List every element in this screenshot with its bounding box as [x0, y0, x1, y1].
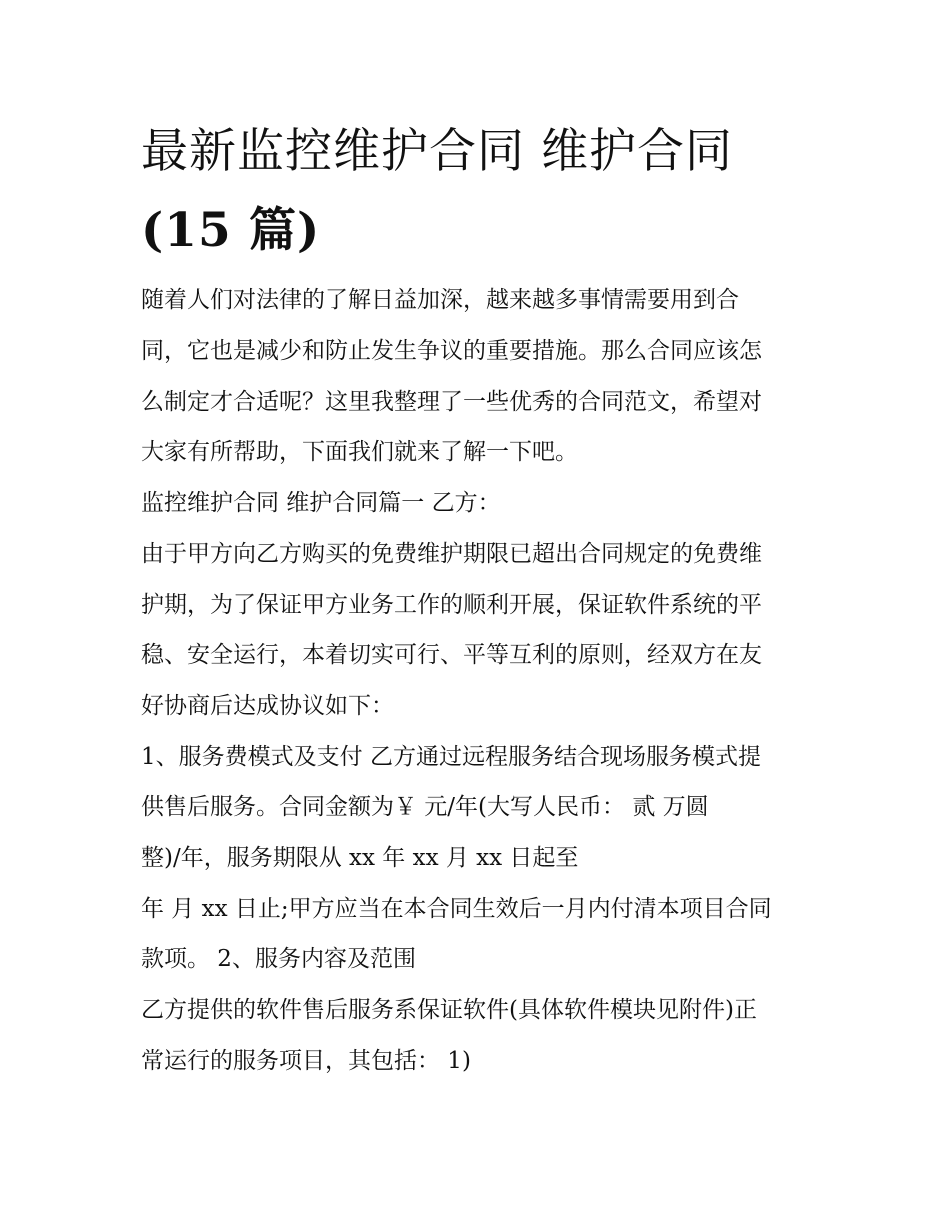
paragraph-line: 由于甲方向乙方购买的免费维护期限已超出合同规定的免费维	[141, 541, 762, 567]
section-heading-line: 监控维护合同 维护合同篇一 乙方：	[141, 490, 501, 516]
paragraph-line: 稳、安全运行，本着切实可行、平等互利的原则，经双方在友	[141, 642, 762, 668]
paragraph-line: 常运行的服务项目，其包括： 1)	[141, 1048, 471, 1074]
paragraph-line: 款项。 2、服务内容及范围	[141, 946, 416, 972]
paragraph-line: 乙方提供的软件售后服务系保证软件(具体软件模块见附件)正	[141, 997, 757, 1023]
paragraph-line: 好协商后达成协议如下：	[141, 693, 394, 719]
title-line-2: (15 篇)	[141, 203, 321, 258]
paragraph-line: 整)/年，服务期限从 xx 年 xx 月 xx 日起至	[141, 845, 579, 871]
title-line-1: 最新监控维护合同 维护合同	[141, 124, 733, 179]
document-title	[141, 112, 821, 270]
paragraph-line: 么制定才合适呢？这里我整理了一些优秀的合同范文，希望对	[141, 389, 762, 415]
paragraph-line: 年 月 xx 日止;甲方应当在本合同生效后一月内付清本项目合同	[141, 896, 772, 922]
paragraph-line: 大家有所帮助，下面我们就来了解一下吧。	[141, 439, 578, 465]
paragraph-line: 同，它也是减少和防止发生争议的重要措施。那么合同应该怎	[141, 338, 762, 364]
paragraph-line: 供售后服务。合同金额为￥ 元/年(大写人民币： 贰 万圆	[141, 794, 709, 820]
paragraph-line: 护期，为了保证甲方业务工作的顺利开展，保证软件系统的平	[141, 592, 762, 618]
paragraph-line: 1、服务费模式及支付 乙方通过远程服务结合现场服务模式提	[141, 744, 761, 770]
paragraph-line: 随着人们对法律的了解日益加深，越来越多事情需要用到合	[141, 287, 739, 313]
